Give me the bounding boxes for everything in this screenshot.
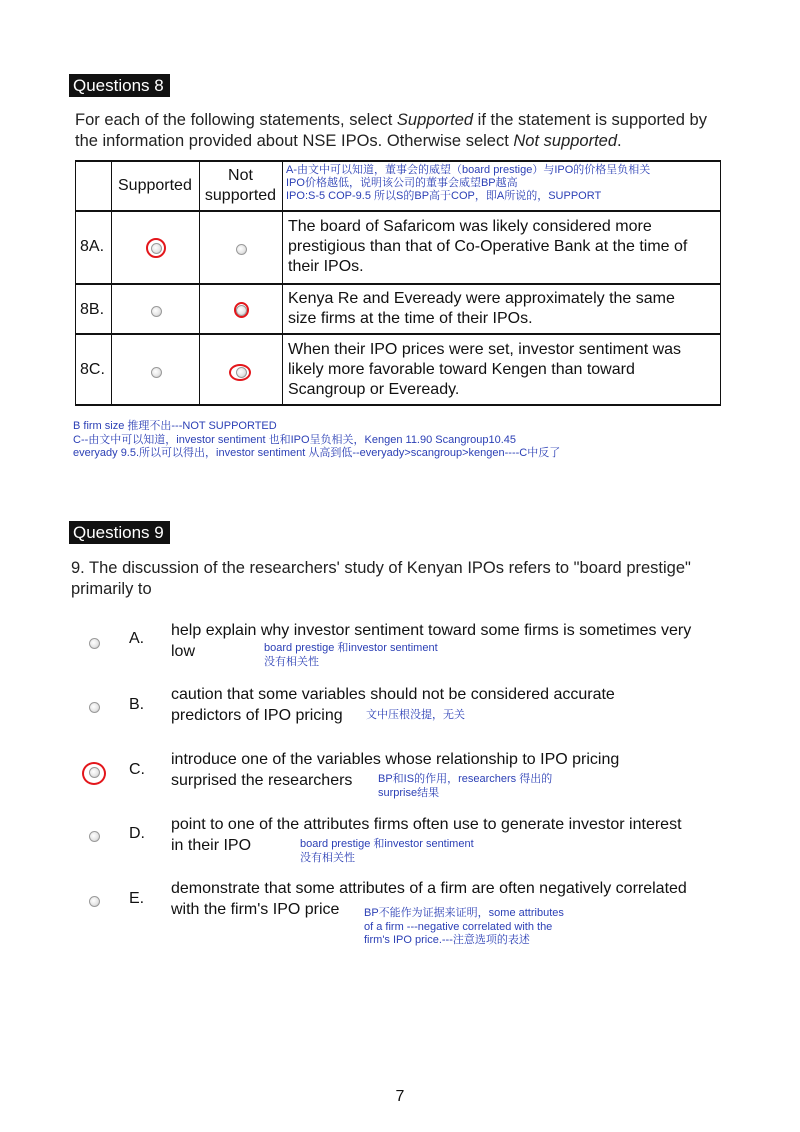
option-d-annotation — [300, 838, 474, 865]
option-line: caution that some variables should not be considered accurate — [171, 686, 615, 703]
radio-option-e[interactable] — [89, 896, 100, 907]
note-line: 没有相关性 — [264, 655, 319, 668]
page-number: 7 — [395, 1088, 405, 1105]
row-text-8c — [288, 340, 681, 400]
option-letter-e: E. — [129, 890, 145, 907]
option-a-annotation — [264, 642, 438, 669]
header-supported2: supported — [204, 187, 277, 204]
row-text-8a — [288, 217, 687, 277]
radio-8a-not-supported[interactable] — [236, 244, 247, 255]
row-text-line: likely more favorable toward Kengen than toward — [288, 361, 635, 378]
section-badge-q9: Questions 9 — [69, 521, 170, 544]
table-border-bottom — [75, 404, 721, 406]
row-text-line: When their IPO prices were set, investor sentiment was — [288, 341, 682, 358]
italic-term: Not supported — [513, 132, 618, 150]
option-c-annotation — [378, 773, 552, 800]
row-id-8a: 8A. — [80, 238, 105, 255]
radio-option-b[interactable] — [89, 702, 100, 713]
option-line: introduce one of the variables whose relationship to IPO pricing — [171, 751, 620, 768]
q8-instruction-text1: For each of the following statements, select Supported if the statement is supported by — [75, 111, 707, 129]
handwritten-circle-mark — [82, 762, 106, 785]
q8-notes — [73, 420, 560, 461]
row-id-8b: 8B. — [80, 301, 105, 318]
note-line: board prestige 和investor sentiment — [264, 642, 438, 654]
q9-question — [71, 558, 691, 600]
option-e-annotation — [364, 907, 564, 948]
row-text-line: Scangroup or Eveready. — [288, 381, 460, 398]
option-line: low — [171, 643, 196, 660]
note-line: BP和IS的作用，researchers 得出的 — [378, 773, 553, 785]
note-line: 文中压根没提，无关 — [366, 709, 465, 721]
radio-option-a[interactable] — [89, 638, 100, 649]
note-line: firm's IPO price.---注意选项的表述 — [364, 934, 530, 946]
italic-term: Supported — [396, 111, 474, 129]
handwritten-circle-mark — [229, 364, 251, 381]
q8-table — [75, 160, 721, 406]
note-line: B firm size 推理不出---NOT SUPPORTED — [73, 420, 277, 432]
header-annotation — [286, 164, 650, 203]
table-row-divider — [75, 283, 721, 285]
table-row-divider — [75, 333, 721, 335]
row-text-line: Kenya Re and Eveready were approximately the same — [288, 290, 675, 307]
handwritten-circle-mark — [146, 238, 166, 258]
option-letter-c: C. — [129, 761, 145, 778]
row-text-line: prestigious than that of Co-Operative Bank at the time of — [288, 238, 688, 255]
table-border-top — [75, 160, 721, 162]
row-text-line: size firms at the time of their IPOs. — [288, 310, 533, 327]
option-line: help explain why investor sentiment toward some firms is sometimes very — [171, 622, 692, 639]
note-line: C--由文中可以知道，investor sentiment 也和IPO呈负相关，Kengen 11.90 Scangroup10.45 — [73, 433, 517, 446]
table-row-divider — [75, 210, 721, 212]
table-col-divider — [282, 160, 283, 406]
note-line: everyady 9.5.所以可以得出，investor sentiment 从高到低--everyady>scangroup>kengen----C中反了 — [73, 447, 561, 459]
q8-instruction-line2: the information provided about NSE IPOs. Otherwise select Not supported. — [75, 132, 622, 150]
header-note-line: IPO价格越低，说明该公司的董事会威望BP越高 — [286, 177, 518, 189]
option-letter-b: B. — [129, 696, 145, 713]
option-line: point to one of the attributes firms often use to generate investor interest — [171, 816, 682, 833]
note-line: board prestige 和investor sentiment — [300, 838, 474, 850]
option-line: predictors of IPO pricing — [171, 707, 343, 724]
note-line: BP不能作为证据来证明，some attributes — [364, 907, 564, 919]
note-line: of a firm ---negative correlated with the — [364, 920, 553, 933]
option-b-annotation — [366, 709, 465, 723]
table-col-divider — [111, 160, 112, 406]
option-line: surprised the researchers — [171, 772, 353, 789]
option-line: demonstrate that some attributes of a firm are often negatively correlated — [171, 880, 687, 897]
radio-8c-supported[interactable] — [151, 367, 162, 378]
header-supported: Supported — [118, 177, 192, 194]
option-line: with the firm's IPO price — [171, 901, 340, 918]
option-letter-a: A. — [129, 630, 145, 647]
header-note-line: A-由文中可以知道，董事会的威望（board prestige）与IPO的价格呈负相关 — [286, 164, 651, 176]
table-border-right — [720, 160, 721, 406]
header-note-line: IPO:S-5 COP-9.5 所以S的BP高于COP，即A所说的，SUPPORT — [286, 190, 602, 202]
question-line: primarily to — [71, 580, 152, 598]
radio-option-d[interactable] — [89, 831, 100, 842]
question-line: 9. The discussion of the researchers' study of Kenyan IPOs refers to "board prestige" — [71, 559, 691, 577]
option-letter-d: D. — [129, 825, 145, 842]
note-line: surprise结果 — [378, 786, 440, 799]
handwritten-circle-mark — [234, 302, 249, 318]
row-text-8b — [288, 289, 675, 329]
section-badge-q8: Questions 8 — [69, 74, 170, 97]
header-not: Not — [228, 167, 253, 184]
radio-8b-supported[interactable] — [151, 306, 162, 317]
row-id-8c: 8C. — [80, 361, 105, 378]
row-text-line: The board of Safaricom was likely considered more — [288, 218, 652, 235]
note-line: 没有相关性 — [300, 851, 355, 864]
q8-instruction-line1 — [75, 110, 707, 131]
row-text-line: their IPOs. — [288, 258, 364, 275]
option-line: in their IPO — [171, 837, 252, 854]
table-border-left — [75, 160, 76, 406]
